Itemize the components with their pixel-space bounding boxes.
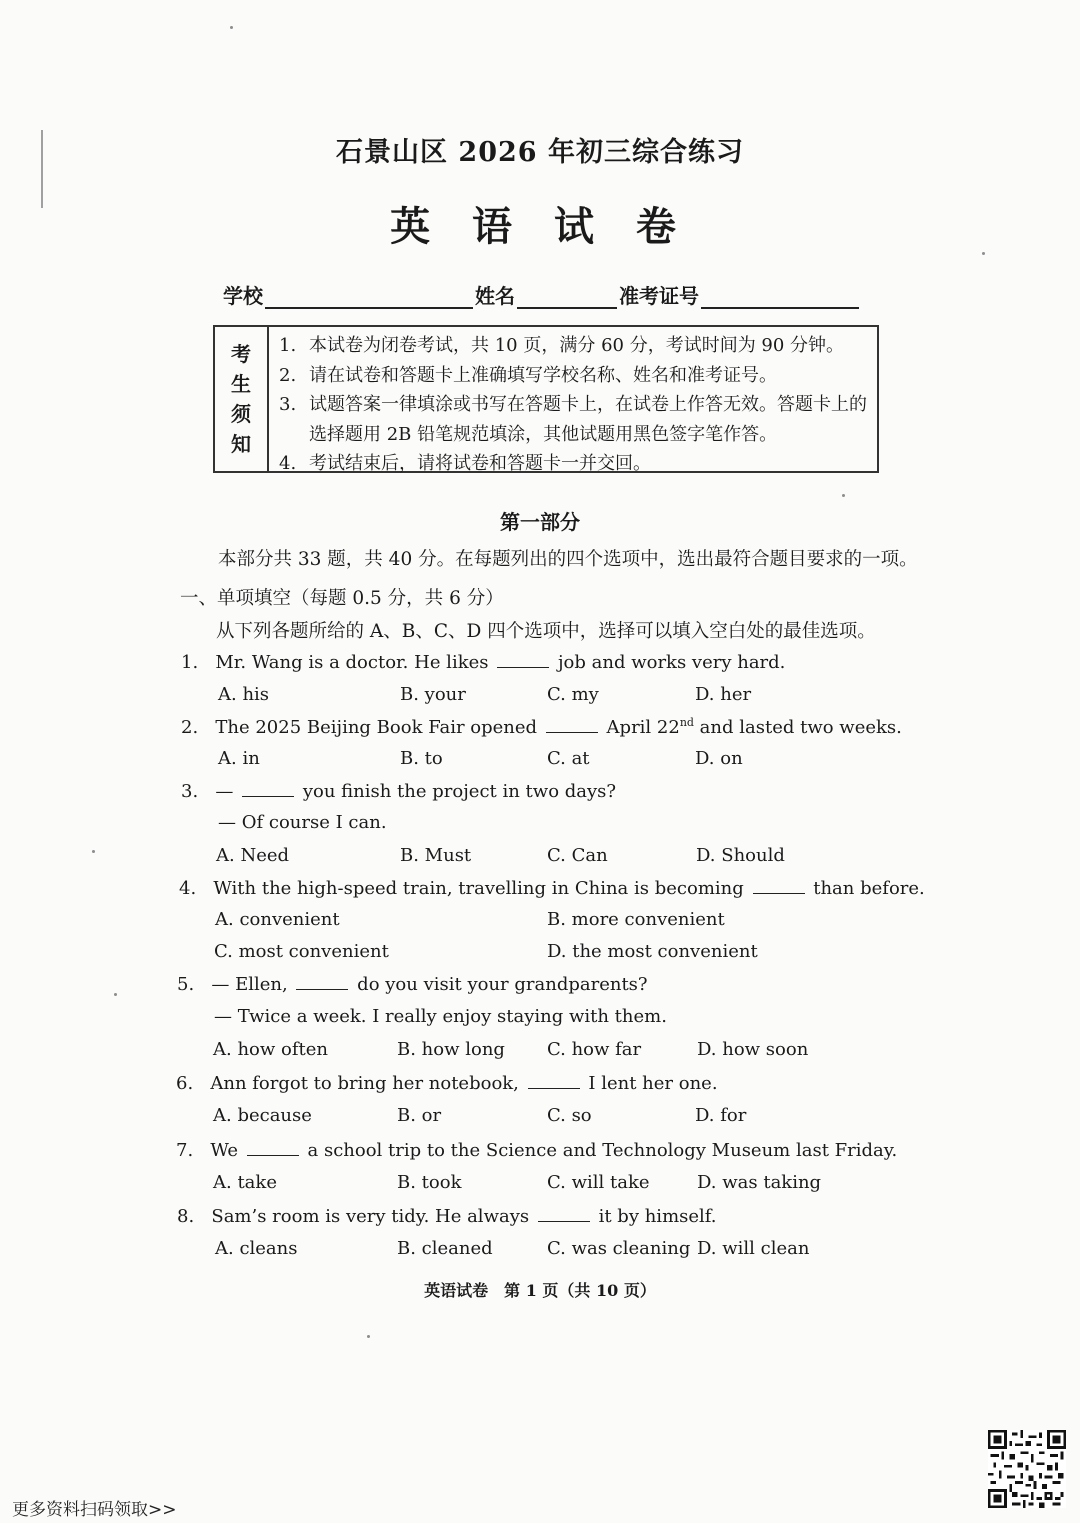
qr-code-icon[interactable] [988,1430,1066,1508]
option-d[interactable]: D. will clean [697,1238,810,1259]
question-number: 6. [176,1073,194,1094]
option-c[interactable]: C. at [547,748,590,769]
notice-heading-char: 生 [231,372,251,396]
answer-blank[interactable] [753,877,805,894]
question-text: We [210,1140,239,1161]
notice-list [269,327,877,474]
scan-speck [842,494,845,497]
question-3 [181,780,616,802]
page-footer: 英语试卷 第 1 页（共 10 页） [424,1281,656,1300]
section-instruction: 从下列各题所给的 A、B、C、D 四个选项中，选择可以填入空白处的最佳选项。 [216,621,876,642]
option-b[interactable]: B. how long [397,1039,505,1060]
question-number: 4. [179,878,197,899]
question-text: — [215,781,234,802]
school-field[interactable] [265,287,473,309]
question-text: Ann forgot to bring her notebook, [210,1073,519,1094]
option-d[interactable]: D. on [695,748,743,769]
option-d[interactable]: D. Should [696,845,785,866]
option-a[interactable]: A. his [218,684,270,705]
notice-item-number: 4. [279,453,297,474]
option-b[interactable]: B. your [400,684,466,705]
question-8 [177,1205,717,1227]
notice-heading [215,327,269,471]
ordinal-suffix: nd [679,716,694,729]
answer-blank[interactable] [296,973,348,990]
question-number: 3. [181,781,199,802]
answer-blank[interactable] [247,1139,299,1156]
option-b[interactable]: B. more convenient [547,909,725,930]
option-a[interactable]: A. Need [216,845,290,866]
name-label: 姓名 [475,284,515,308]
notice-box [213,325,879,473]
question-text: than before. [813,878,925,899]
option-c[interactable]: C. so [547,1105,592,1126]
question-text: Sam’s room is very tidy. He always [211,1206,530,1227]
question-1 [181,651,785,673]
question-2 [181,716,902,738]
question-text: do you visit your grandparents? [357,974,648,995]
option-d[interactable]: D. was taking [697,1172,822,1193]
notice-item [279,390,867,449]
question-text: and lasted two weeks. [693,717,902,738]
answer-blank[interactable] [242,780,294,797]
exam-id-label: 准考证号 [619,284,699,308]
question-reply: — Twice a week. I really enjoy staying with them. [214,1006,667,1027]
notice-item [279,331,867,361]
question-number: 5. [177,974,195,995]
option-c[interactable]: C. Can [547,845,608,866]
question-text: April 22 [606,717,680,738]
notice-item-text: 本试卷为闭卷考试，共 10 页，满分 60 分，考试时间为 90 分钟。 [309,335,845,356]
option-c[interactable]: C. how far [547,1039,642,1060]
option-a[interactable]: A. because [213,1105,312,1126]
question-4 [179,877,925,899]
notice-item-number: 1. [279,335,297,356]
option-d[interactable]: D. the most convenient [547,941,758,962]
notice-item-number: 3. [279,394,297,415]
option-b[interactable]: B. to [400,748,443,769]
notice-item-text: 试题答案一律填涂或书写在答题卡上，在试卷上作答无效。答题卡上的选择题用 2B 铅笔规范填涂，其他试题用黑色签字笔作答。 [309,394,867,445]
option-a[interactable]: A. in [218,748,260,769]
option-b[interactable]: B. Must [400,845,472,866]
question-number: 7. [176,1140,194,1161]
answer-blank[interactable] [546,716,598,733]
notice-item [279,449,867,479]
answer-blank[interactable] [538,1205,590,1222]
option-a[interactable]: A. convenient [215,909,340,930]
question-text: Mr. Wang is a doctor. He likes [215,652,489,673]
notice-heading-char: 须 [231,402,251,426]
option-d[interactable]: D. how soon [697,1039,809,1060]
notice-heading-char: 考 [231,342,251,366]
option-d[interactable]: D. for [695,1105,747,1126]
scan-speck [114,993,117,996]
notice-heading-char: 知 [231,432,251,456]
question-reply: — Of course I can. [218,812,387,833]
option-d[interactable]: D. her [695,684,752,705]
option-a[interactable]: A. cleans [215,1238,298,1259]
question-number: 2. [181,717,199,738]
question-text: I lent her one. [588,1073,718,1094]
scan-speck [367,1335,370,1338]
option-c[interactable]: C. will take [547,1172,650,1193]
notice-item-text: 请在试卷和答题卡上准确填写学校名称、姓名和准考证号。 [309,364,777,386]
part-title: 第一部分 [500,510,580,534]
question-text: a school trip to the Science and Technology Museum last Friday. [307,1140,898,1161]
scan-speck [92,850,95,853]
student-info-row [223,280,861,309]
option-a[interactable]: A. take [213,1172,277,1193]
question-text: With the high-speed train, travelling in China is becoming [213,878,744,899]
option-b[interactable]: B. or [397,1105,442,1126]
scan-speck [982,252,985,255]
notice-item-number: 2. [279,364,297,386]
question-number: 1. [181,652,199,673]
question-text: you finish the project in two days? [302,781,617,802]
exam-id-field[interactable] [701,287,859,309]
question-text: The 2025 Beijing Book Fair opened [215,717,538,738]
scan-speck [230,26,233,29]
option-b[interactable]: B. cleaned [397,1238,493,1259]
answer-blank[interactable] [528,1072,580,1089]
option-c[interactable]: C. was cleaning [547,1238,691,1259]
more-resources-link[interactable]: 更多资料扫码领取>> [12,1500,177,1520]
notice-item [279,361,867,391]
option-a[interactable]: A. how often [213,1039,328,1060]
question-7 [176,1139,897,1161]
question-text: it by himself. [598,1206,717,1227]
part-intro: 本部分共 33 题，共 40 分。在每题列出的四个选项中，选出最符合题目要求的一项。 [218,549,918,570]
option-c[interactable]: C. most convenient [214,941,389,962]
answer-blank[interactable] [497,651,549,668]
school-label: 学校 [223,284,263,308]
notice-item-text: 考试结束后，请将试卷和答题卡一并交回。 [309,453,651,474]
question-text: job and works very hard. [557,652,786,673]
section-title: 一、单项填空（每题 0.5 分，共 6 分） [180,588,504,609]
question-6 [176,1072,718,1094]
option-c[interactable]: C. my [547,684,599,705]
question-number: 8. [177,1206,195,1227]
exam-title: 英 语 试 卷 [390,203,690,250]
exam-subtitle: 石景山区 2026 年初三综合练习 [336,137,744,168]
question-5 [177,973,648,995]
name-field[interactable] [517,287,617,309]
option-b[interactable]: B. took [397,1172,462,1193]
question-text: — Ellen, [211,974,288,995]
